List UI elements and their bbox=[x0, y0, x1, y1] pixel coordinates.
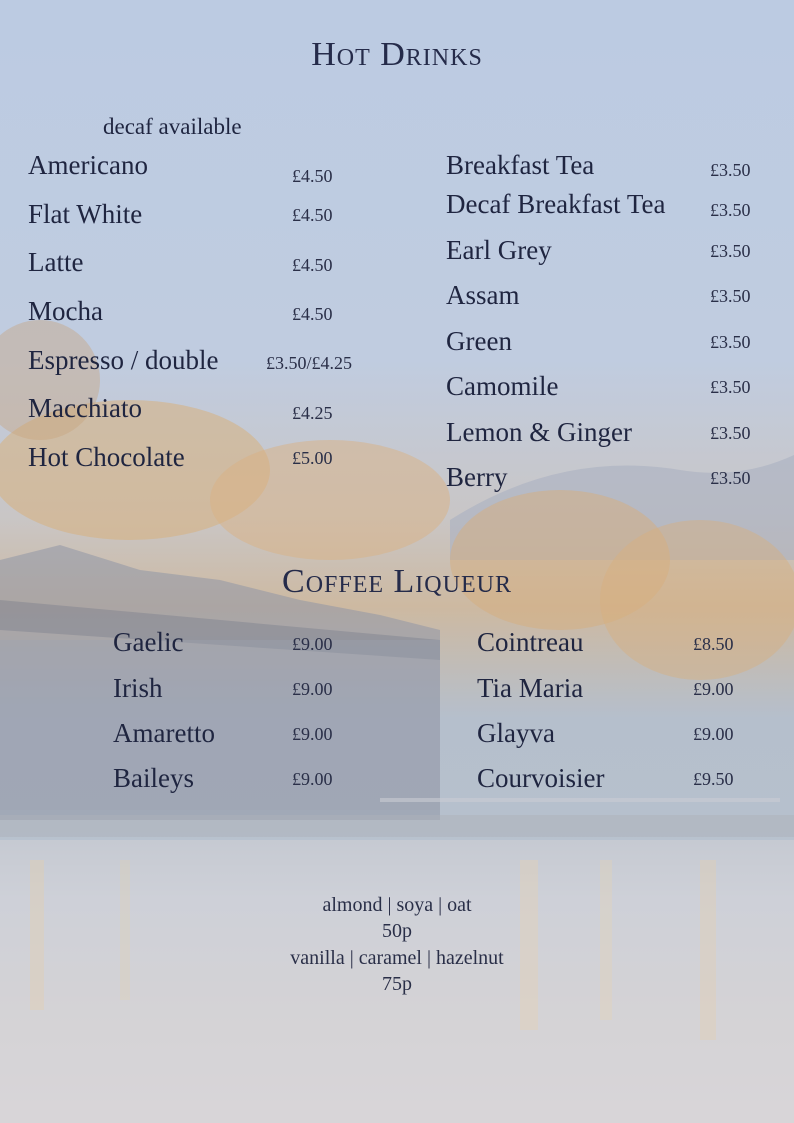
syrup-options: vanilla | caramel | hazelnut bbox=[290, 947, 504, 969]
menu-item-price: £9.00 bbox=[292, 679, 333, 699]
menu-item-name: Baileys bbox=[113, 763, 194, 793]
menu-item-price: £4.50 bbox=[292, 166, 333, 186]
menu-item-name: Flat White bbox=[28, 199, 143, 229]
decaf-note: decaf available bbox=[103, 114, 242, 139]
menu-item-name: Espresso / double bbox=[28, 345, 219, 375]
menu-item-name: Decaf Breakfast Tea bbox=[446, 189, 666, 219]
hot-drinks-title: Hot Drinks bbox=[311, 36, 483, 73]
menu-item-name: Lemon & Ginger bbox=[446, 417, 632, 447]
coffee-liqueur-title: Coffee Liqueur bbox=[282, 563, 512, 600]
menu-item-price: £3.50 bbox=[710, 160, 751, 180]
menu-item-price: £3.50 bbox=[710, 200, 751, 220]
menu-item-price: £4.50 bbox=[292, 255, 333, 275]
menu-item-price: £3.50 bbox=[710, 423, 751, 443]
menu-item-name: Berry bbox=[446, 462, 508, 492]
menu-item-price: £8.50 bbox=[693, 634, 734, 654]
menu-item-price: £5.00 bbox=[292, 448, 333, 468]
menu-item-price: £9.00 bbox=[693, 724, 734, 744]
milk-price: 50p bbox=[382, 920, 412, 942]
syrup-price: 75p bbox=[382, 973, 412, 995]
menu-item-name: Macchiato bbox=[28, 393, 142, 423]
menu-item-name: Americano bbox=[28, 150, 148, 180]
menu-item-name: Glayva bbox=[477, 718, 555, 748]
menu-item-name: Assam bbox=[446, 280, 520, 310]
menu-item-name: Latte bbox=[28, 247, 84, 277]
menu-item-name: Courvoisier bbox=[477, 763, 605, 793]
menu-item-price: £9.50 bbox=[693, 769, 734, 789]
menu-item-price: £9.00 bbox=[292, 769, 333, 789]
menu-item-price: £3.50 bbox=[710, 286, 751, 306]
menu-item-price: £3.50 bbox=[710, 468, 751, 488]
menu-item-price: £4.50 bbox=[292, 205, 333, 225]
menu-item-price: £9.00 bbox=[693, 679, 734, 699]
menu-item-price: £9.00 bbox=[292, 724, 333, 744]
menu-item-price: £3.50 bbox=[710, 241, 751, 261]
menu-item-name: Earl Grey bbox=[446, 235, 552, 265]
menu-item-name: Irish bbox=[113, 673, 163, 703]
menu-item-price: £4.50 bbox=[292, 304, 333, 324]
menu-item-name: Breakfast Tea bbox=[446, 150, 595, 180]
menu-item-name: Camomile bbox=[446, 371, 559, 401]
menu-item-price: £4.25 bbox=[292, 403, 333, 423]
menu-item-price: £3.50 bbox=[710, 332, 751, 352]
menu-item-price: £9.00 bbox=[292, 634, 333, 654]
milk-options: almond | soya | oat bbox=[322, 894, 472, 916]
menu-item-price: £3.50 bbox=[710, 377, 751, 397]
menu-item-name: Amaretto bbox=[113, 718, 215, 748]
menu-item-name: Green bbox=[446, 326, 512, 356]
menu-item-name: Tia Maria bbox=[477, 673, 584, 703]
menu-item-price: £3.50/£4.25 bbox=[266, 353, 353, 373]
menu-item-name: Hot Chocolate bbox=[28, 442, 185, 472]
menu-item-name: Cointreau bbox=[477, 627, 584, 657]
menu-item-name: Gaelic bbox=[113, 627, 184, 657]
menu-item-name: Mocha bbox=[28, 296, 103, 326]
